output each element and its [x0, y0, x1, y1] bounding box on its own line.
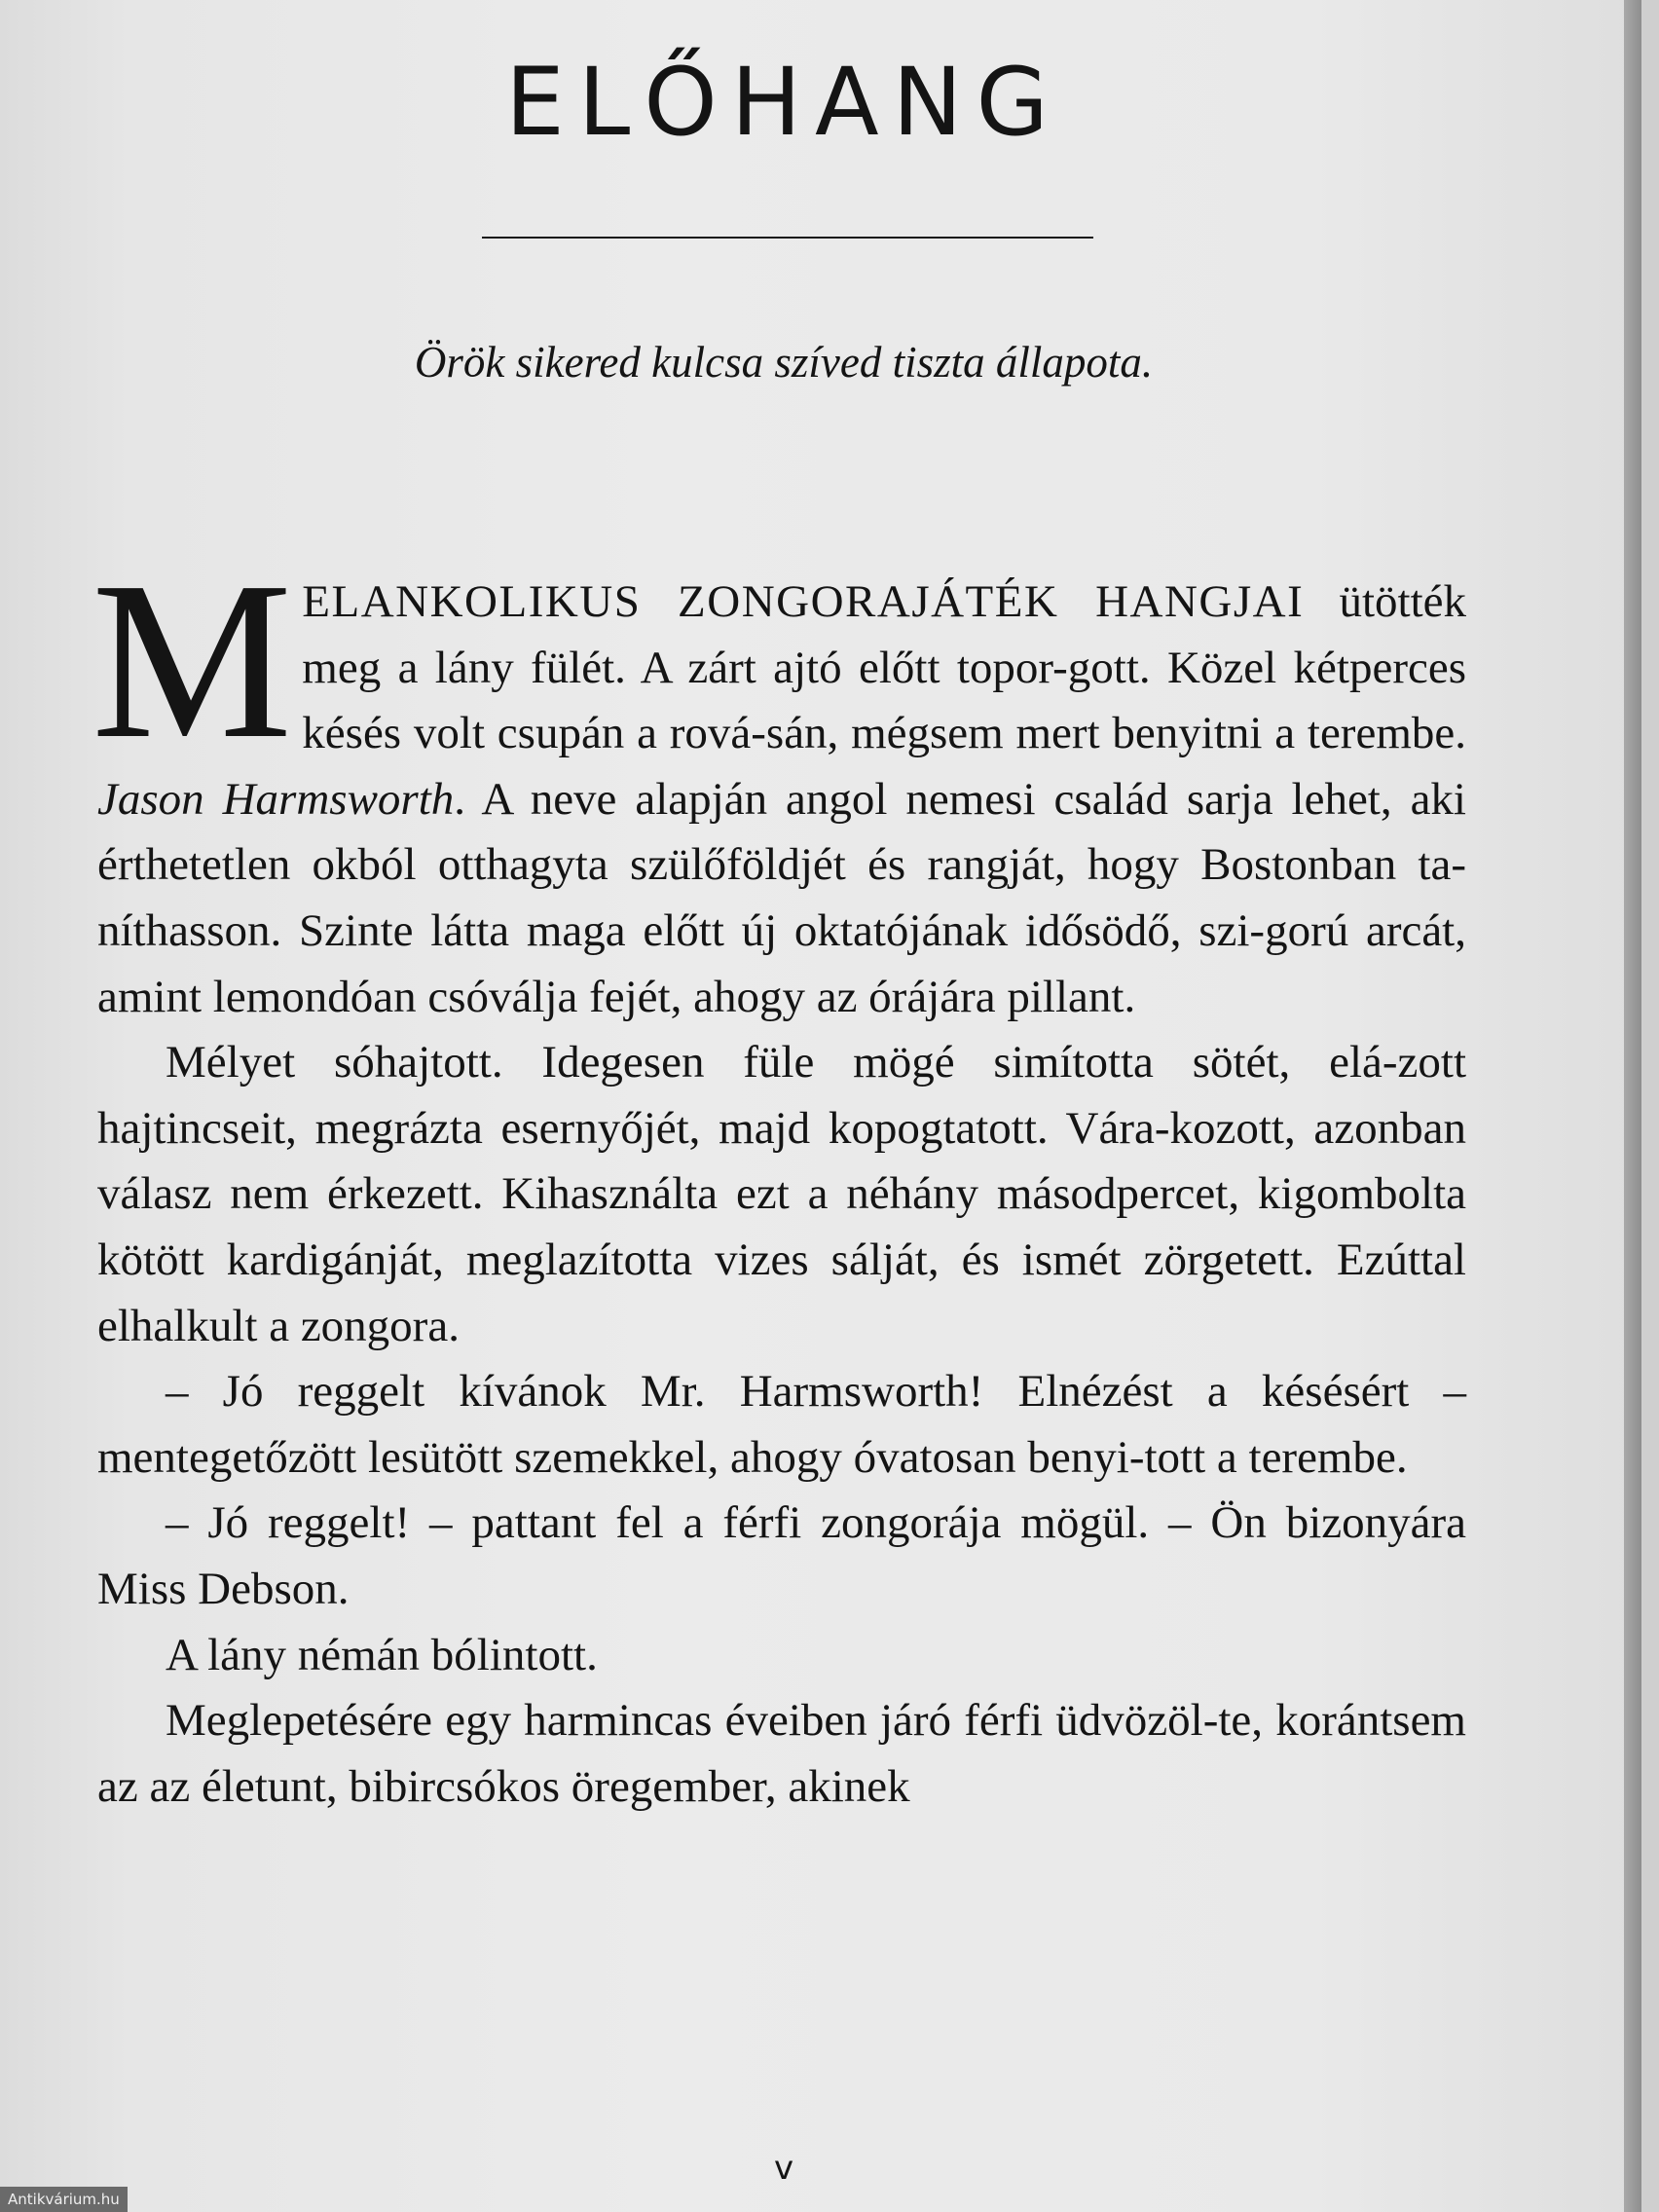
page-edge-shadow — [1624, 0, 1641, 2212]
teacher-name: Jason Harmsworth — [97, 773, 455, 825]
paragraph-2: Mélyet sóhajtott. Idegesen füle mögé simította sötét, elá-zott hajtincseit, megrázta esernyőjét, majd kopogtatott. Vára-kozott, azonban válasz nem érkezett. Kihasználta ezt a néhány másodpercet, kigombolta kötött kardigánját, meglazította vizes sálját, és ismét zörgetett. Ezúttal elhalkult a zongora. — [97, 1037, 1466, 1351]
body-text — [92, 535, 1466, 1820]
lead-in-caps: ELANKOLIKUS ZONGORAJÁTÉK HANGJAI — [302, 576, 1305, 627]
paragraph-1 — [92, 535, 1466, 1030]
title-divider — [482, 237, 1093, 239]
watermark: Antikvárium.hu — [0, 2187, 128, 2212]
paragraph-1-text-b: . A neve alapján angol nemesi család sarja lehet, aki érthetetlen okból otthagyta szülőföldjét és rangját, hogy Bostonban ta-níthasson. Szinte látta maga előtt új oktatójának idősödő, szi-gorú arcát, amint lemondóan csóválja fejét, ahogy az órájára pillant. — [97, 773, 1466, 1022]
paragraph-3: – Jó reggelt kívánok Mr. Harmsworth! Elnézést a késésért – mentegetőzött lesütött szemekkel, ahogy óvatosan benyi-tott a terembe. — [97, 1366, 1466, 1483]
paragraph-5: A lány némán bólintott. — [166, 1629, 598, 1680]
paragraph-6: Meglepetésére egy harmincas éveiben járó férfi üdvözöl-te, korántsem az az életunt, bibircsókos öregember, akinek — [97, 1695, 1466, 1812]
page-number: v — [773, 2149, 794, 2188]
chapter-title: ELŐHANG — [505, 48, 1062, 157]
drop-cap: M — [92, 535, 293, 786]
paragraph-4: – Jó reggelt! – pattant fel a férfi zongorája mögül. – Ön bizonyára Miss Debson. — [97, 1497, 1466, 1614]
paragraph-1-text-a: ütötték meg a lány fülét. A zárt ajtó előtt topor-gott. Közel kétperces késés volt csupán a rová-sán, mégsem mert benyitni a terembe. — [302, 576, 1466, 759]
chapter-motto: Örök sikered kulcsa szíved tiszta állapota. — [414, 338, 1154, 387]
